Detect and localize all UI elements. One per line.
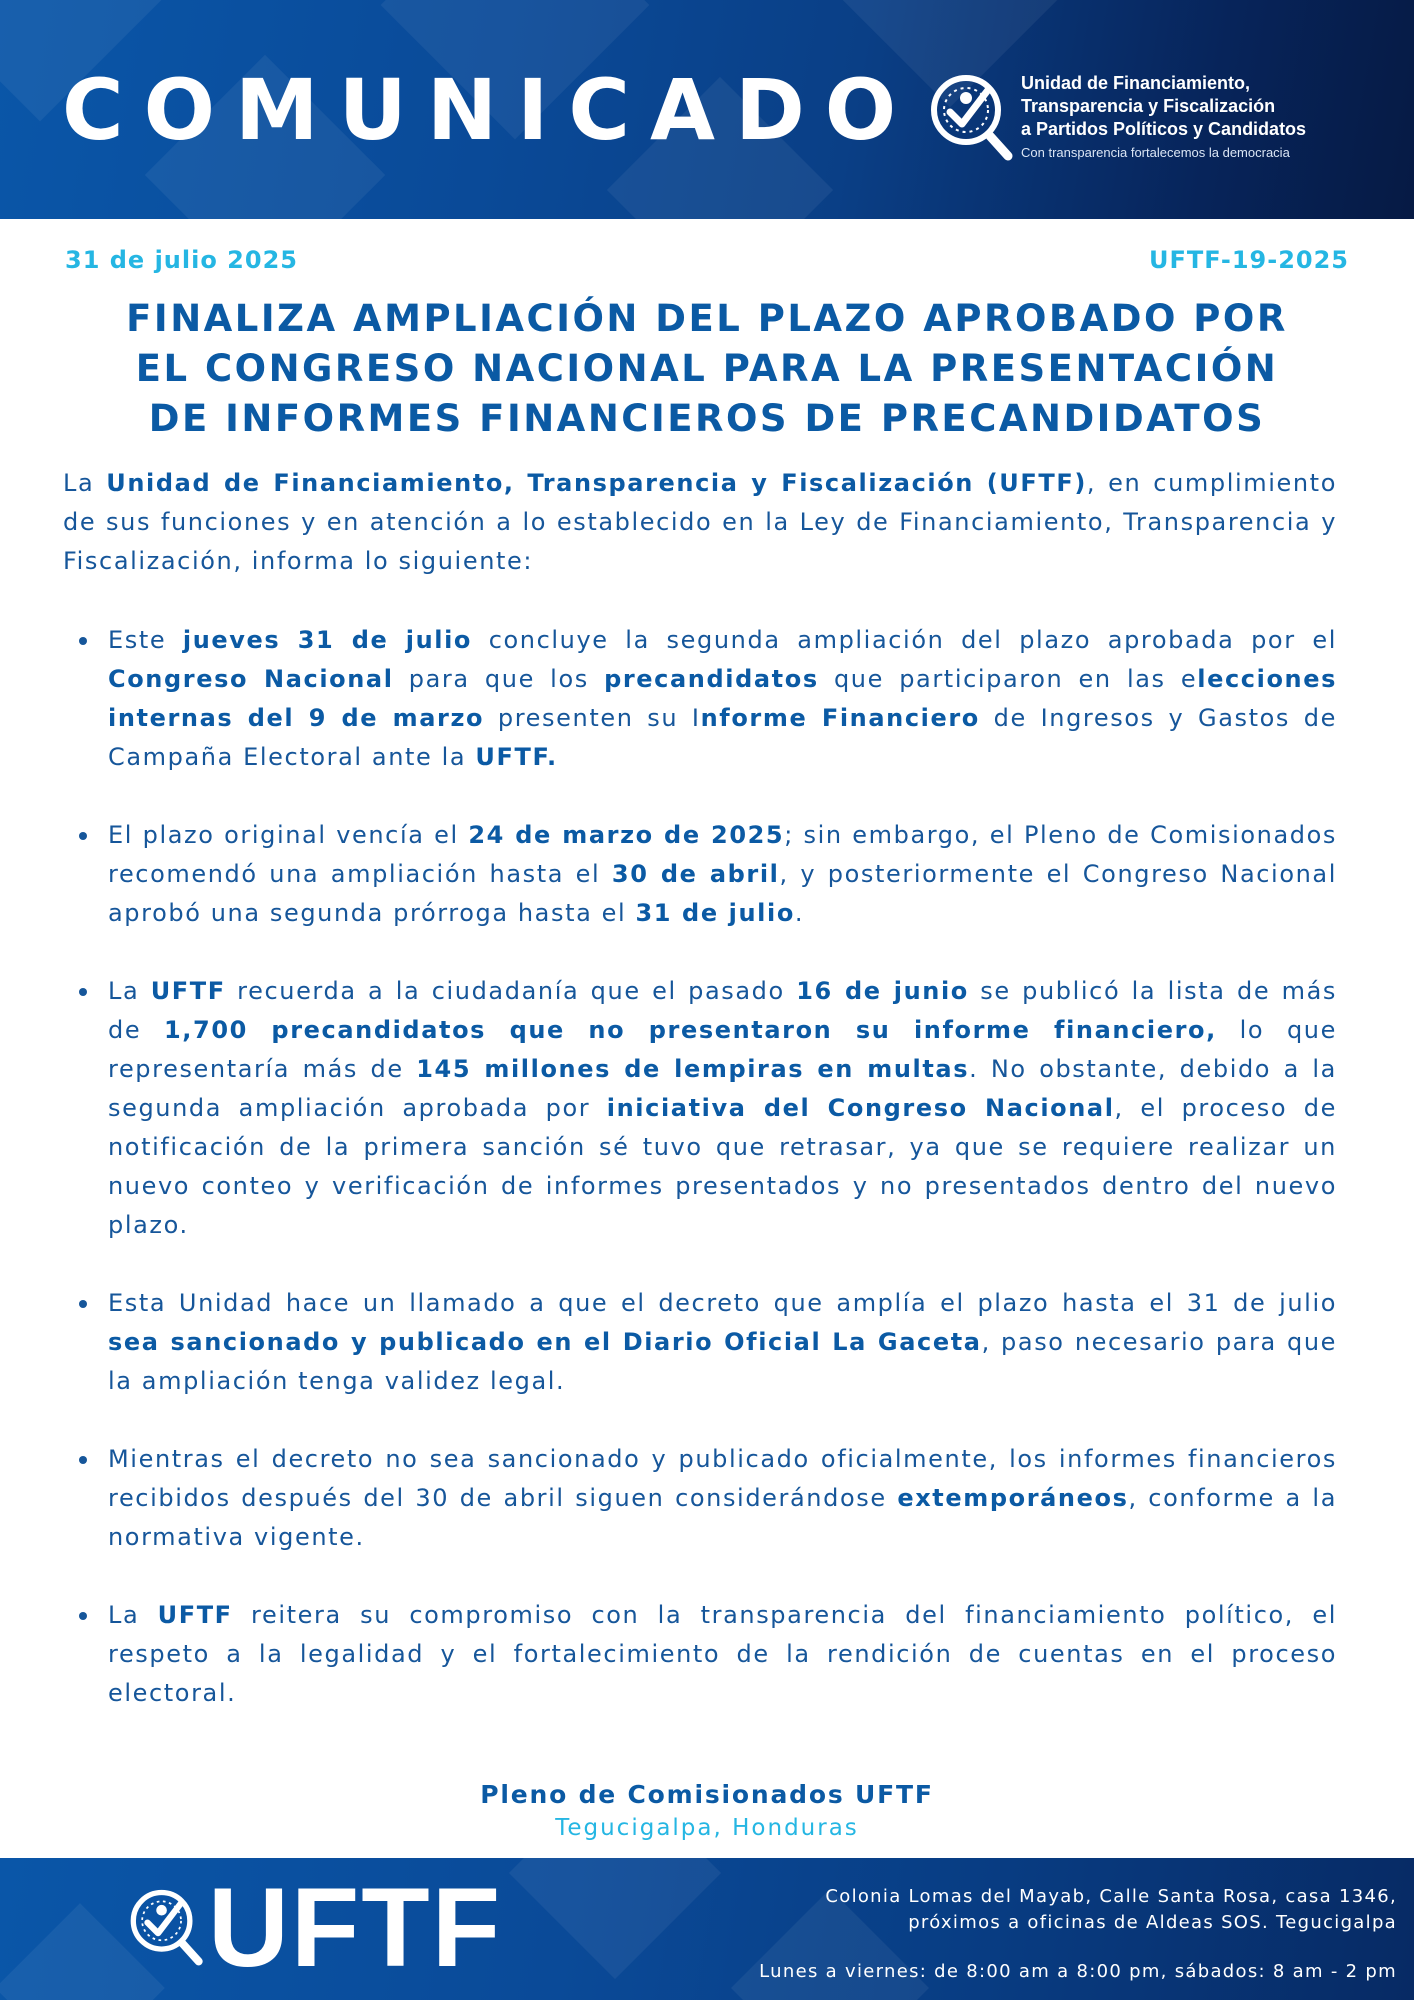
org-name-line: a Partidos Políticos y Candidatos <box>1021 119 1307 139</box>
text-run: que participaron en las e <box>818 665 1198 693</box>
footer-address-line: Colonia Lomas del Mayab, Calle Santa Rosa, casa 1346, <box>825 1886 1397 1907</box>
text-run: . No obstante, debido a la segunda ampliación aprobada por <box>108 1055 1337 1122</box>
intro-paragraph <box>63 464 1337 581</box>
text-run: concluye la segunda ampliación del plazo aprobada por el <box>472 626 1337 654</box>
text-run: La <box>108 1601 158 1629</box>
footer-brand: UFTF <box>208 1865 503 1990</box>
decor-diamond <box>509 1858 721 1979</box>
release-date: 31 de julio 2025 <box>65 246 298 274</box>
text-run: , y posteriormente el Congreso Nacional aprobó una segunda prórroga hasta el <box>108 860 1337 927</box>
text-run: , en cumplimiento de sus funciones y en atención a lo establecido en la Ley de Financiamiento, Transparencia y Fiscalización, informa lo siguiente: <box>63 469 1337 575</box>
bold-run: UFTF. <box>475 743 558 771</box>
text-run: de Ingresos y Gastos de Campaña Electoral ante la <box>108 704 1337 771</box>
bold-run: 145 millones de lempiras en multas <box>416 1055 970 1083</box>
header-banner <box>0 0 1414 219</box>
bold-run: UFTF <box>157 1601 233 1629</box>
bold-run: precandidatos <box>604 665 819 693</box>
signature-name: Pleno de Comisionados UFTF <box>480 1780 934 1809</box>
bullet-item <box>108 816 1337 933</box>
bullet-item <box>108 972 1337 1245</box>
bold-run: lecciones internas del 9 de marzo <box>108 665 1337 732</box>
bold-run: Unidad de Financiamiento, Transparencia y Fiscalización (UFTF) <box>106 469 1087 497</box>
org-name-line: Transparencia y Fiscalización <box>1021 96 1276 116</box>
bold-run: 1,700 precandidatos que no presentaron su informe financiero, <box>164 1016 1217 1044</box>
bullet-item <box>108 1440 1337 1557</box>
text-run: presenten su I <box>484 704 701 732</box>
bold-run: 24 de marzo de 2025 <box>468 821 785 849</box>
text-run: , el proceso de notificación de la primera sanción sé tuvo que retrasar, ya que se requiere realizar un nuevo conteo y verificación de informes presentados y no presentados dentro del nuevo plazo. <box>108 1094 1337 1239</box>
bold-run: sea sancionado y publicado en el Diario Oficial La Gaceta <box>108 1328 982 1356</box>
bold-run: Congreso Nacional <box>108 665 394 693</box>
body-text <box>63 464 1337 1752</box>
release-code: UFTF-19-2025 <box>1148 246 1349 274</box>
text-run: lo que representaría más de <box>108 1016 1337 1083</box>
bold-run: extemporáneos <box>897 1484 1129 1512</box>
bullet-item <box>108 1596 1337 1713</box>
text-run: El plazo original vencía el <box>108 821 469 849</box>
text-run: Esta Unidad hace un llamado a que el decreto que amplía el plazo hasta el 31 de julio <box>108 1289 1337 1317</box>
text-run: Este <box>108 626 183 654</box>
footer-address-line: próximos a oficinas de Aldeas SOS. Tegucigalpa <box>908 1912 1397 1933</box>
bold-run: iniciativa del Congreso Nacional <box>606 1094 1115 1122</box>
org-name-line: Unidad de Financiamiento, <box>1021 73 1251 93</box>
text-run: La <box>63 469 107 497</box>
bold-run: nforme Financiero <box>700 704 980 732</box>
check-magnifier-icon <box>928 72 1014 162</box>
footer-hours: Lunes a viernes: de 8:00 am a 8:00 pm, sábados: 8 am - 2 pm <box>759 1961 1397 1982</box>
text-run: recuerda a la ciudadanía que el pasado <box>225 977 797 1005</box>
footer-banner <box>0 1858 1414 2000</box>
org-name <box>1021 72 1401 141</box>
bold-run: 31 de julio <box>635 899 795 927</box>
signature-place: Tegucigalpa, Honduras <box>555 1815 859 1841</box>
bold-run: 16 de junio <box>796 977 969 1005</box>
bullet-item <box>108 1284 1337 1401</box>
text-run: , paso necesario para que la ampliación tenga validez legal. <box>108 1328 1337 1395</box>
check-magnifier-icon <box>128 1887 204 1967</box>
text-run: . <box>794 899 805 927</box>
text-run: reitera su compromiso con la transparencia del financiamiento político, el respeto a la legalidad y el fortalecimiento de la rendición de cuentas en el proceso electoral. <box>108 1601 1337 1707</box>
text-run: ; sin embargo, el Pleno de Comisionados recomendó una ampliación hasta el <box>108 821 1338 888</box>
headline-line: DE INFORMES FINANCIEROS DE PRECANDIDATOS <box>148 397 1266 440</box>
page-title: COMUNICADO <box>62 61 917 159</box>
headline <box>50 294 1364 444</box>
bold-run: 30 de abril <box>611 860 780 888</box>
text-run: , conforme a la normativa vigente. <box>108 1484 1337 1551</box>
text-run: para que los <box>393 665 605 693</box>
text-run: La <box>108 977 151 1005</box>
headline-line: FINALIZA AMPLIACIÓN DEL PLAZO APROBADO POR <box>126 297 1288 340</box>
headline-line: EL CONGRESO NACIONAL PARA LA PRESENTACIÓN <box>135 347 1279 390</box>
bullet-item <box>108 621 1337 777</box>
footer-address <box>825 1884 1397 1936</box>
bullet-list <box>63 621 1337 1713</box>
bold-run: jueves 31 de julio <box>182 626 473 654</box>
bold-run: UFTF <box>150 977 226 1005</box>
text-run: Mientras el decreto no sea sancionado y publicado oficialmente, los informes financieros recibidos después del 30 de abril siguen considerándose <box>108 1445 1337 1512</box>
text-run: se publicó la lista de más de <box>108 977 1337 1044</box>
org-slogan: Con transparencia fortalecemos la democracia <box>1021 145 1290 160</box>
